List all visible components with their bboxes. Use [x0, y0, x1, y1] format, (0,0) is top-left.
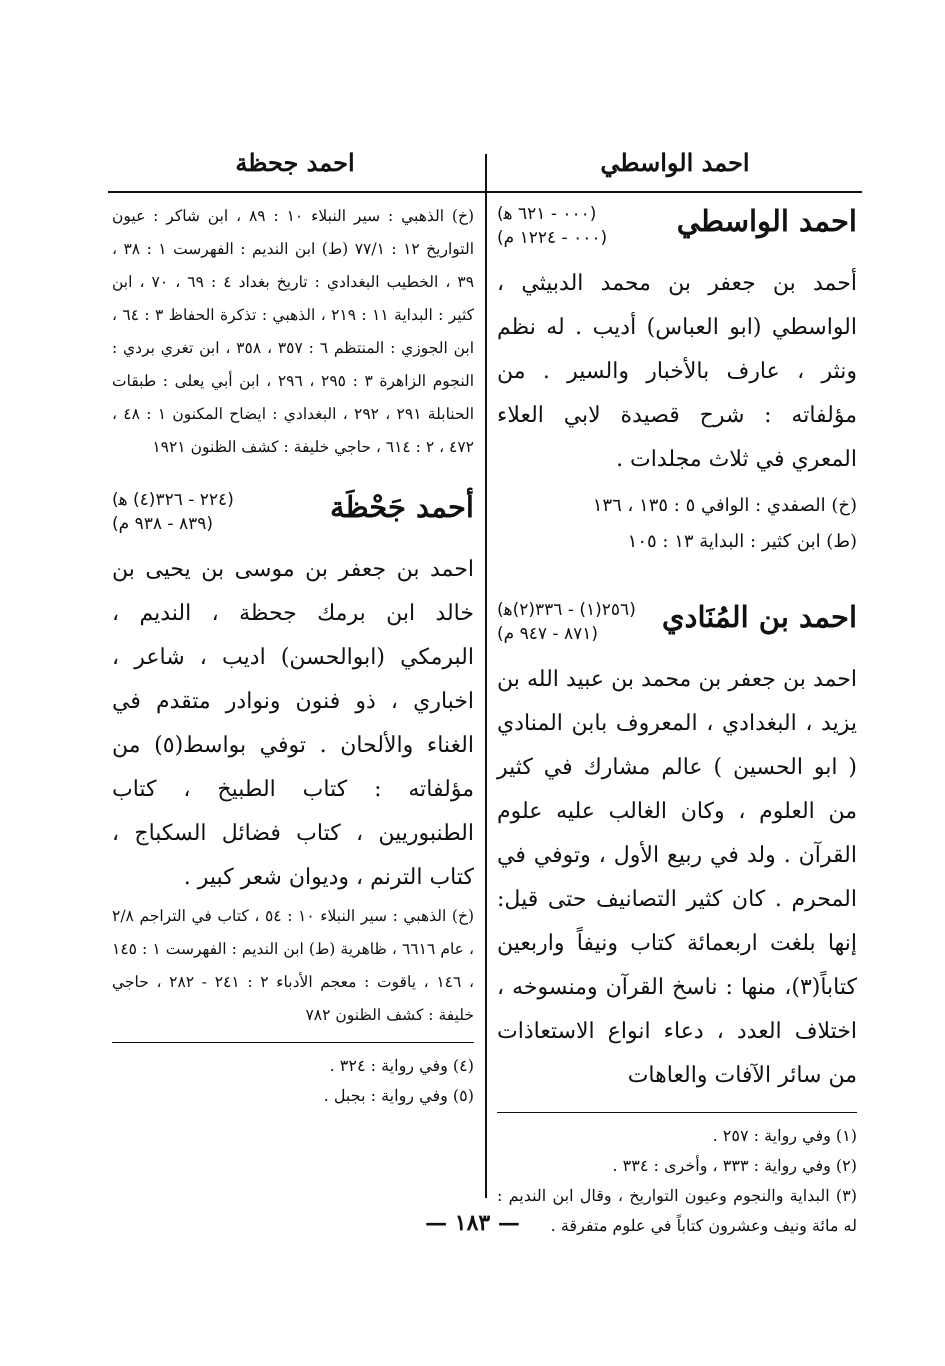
- entry-gap: [112, 464, 474, 486]
- dates-ad: (٨٧١ - ٩٤٧ م): [497, 624, 598, 644]
- dates-ad: (٨٣٩ - ٩٣٨ م): [112, 514, 213, 534]
- footnote-rule: [112, 1042, 474, 1043]
- entry-name: احمد الواسطي: [676, 204, 857, 238]
- entry-dates: [497, 202, 607, 250]
- source-line: (ط) ابن كثير : البداية ١٣ : ١٠٥: [627, 531, 857, 552]
- footnote-rule: [497, 1112, 857, 1113]
- column-divider: [485, 154, 487, 1198]
- entry-body: احمد بن جعفر بن موسى بن يحيى بن خالد ابن برمك جحظة ، النديم ، البرمكي (ابوالحسن) اديب ، شاعر ، اخباري ، ذو فنون ونوادر متقدم في الغناء والألحان . توفي بواسط(٥) من مؤلفاته : كتاب الطبيخ ، كتاب الطنبوريين ، كتاب فضائل السكباج ، كتاب الترنم ، وديوان شعر كبير .: [112, 557, 474, 890]
- entry-heading: [497, 200, 857, 258]
- entry-name: احمد بن المُنَادي: [661, 600, 857, 634]
- footnote: (١) وفي رواية : ٢٥٧ .: [712, 1126, 857, 1145]
- page-number: — ١٨٣ —: [425, 1210, 520, 1236]
- dates-ad: (٠٠٠ - ١٢٢٤ م): [497, 228, 608, 248]
- sources-block: (خ) الذهبي : سير النبلاء ١٠ : ٥٤ ، كتاب في التراجم ٢/٨ ، عام ٦٦١٦ ، ظاهرية (ط) ابن النديم : الفهرست ١ : ١٤٥ ، ١٤٦ ، ياقوت : معجم الأدباء ٢ : ٢٤١ - ٢٨٢ ، حاجي خليفة : كشف الظنون ٧٨٢: [112, 907, 475, 1024]
- footnote: (٣) البداية والنجوم وعيون التواريخ ، وقال ابن النديم : له مائة ونيف وعشرون كتاباً في علوم متفرقة .: [497, 1186, 857, 1235]
- running-header-right: احمد الواسطي: [600, 148, 750, 177]
- dates-hijri: (٢٢٤ - ٣٢٦(٤) ﻫ): [112, 490, 234, 510]
- source-line: (خ) الصفدي : الوافي ٥ : ١٣٥ ، ١٣٦: [592, 495, 857, 516]
- entry-name: أحمد جَحْظَة: [329, 490, 474, 524]
- footnote: (٤) وفي رواية : ٣٢٤ .: [329, 1056, 474, 1075]
- dates-hijri: (٠٠٠ - ٦٢١ ﻫ): [497, 204, 597, 224]
- right-column: [497, 200, 857, 1241]
- entry-body: أحمد بن جعفر بن محمد الدبيثي ، الواسطي (ابو العباس) أديب . له نظم ونثر ، عارف بالأخبار والسير . من مؤلفاته : شرح قصيدة لابي العلاء المعري في ثلاث مجلدات .: [497, 271, 857, 472]
- left-column: [112, 200, 474, 1111]
- running-header-left: احمد جحظة: [235, 148, 355, 177]
- entry-heading: [497, 596, 857, 654]
- entry-heading: [112, 486, 474, 544]
- footnote: (٥) وفي رواية : بجبل .: [323, 1086, 474, 1105]
- entry-gap: [497, 560, 857, 596]
- footnote: (٢) وفي رواية : ٣٣٣ ، وأخرى : ٣٣٤ .: [612, 1156, 857, 1175]
- entry-dates: [497, 598, 636, 646]
- entry-dates: [112, 488, 234, 536]
- sources-block: (خ) الذهبي : سير النبلاء ١٠ : ٨٩ ، ابن شاكر : عيون التواريخ ١٢ : ٧٧/١ (ط) ابن النديم : الفهرست ١ : ٣٨ ، ٣٩ ، الخطيب البغدادي : تاريخ بغداد ٤ : ٦٩ ، ٧٠ ، ابن كثير : البداية ١١ : ٢١٩ ، الذهبي : تذكرة الحفاظ ٣ : ٦٤ ، ابن الجوزي : المنتظم ٦ : ٣٥٧ ، ٣٥٨ ، ابن تغري بردي : النجوم الزاهرة ٣ : ٢٩٥ ، ٢٩٦ ، ابن أبي يعلى : طبقات الحنابلة ٢٩١ ، ٢٩٢ ، البغدادي : ايضاح المكنون ١ : ٤٨ ، ٤٧٢ ، ٢ : ٦١٤ ، حاجي خليفة : كشف الظنون ١٩٢١: [112, 207, 475, 456]
- entry-body: احمد بن جعفر بن محمد بن عبيد الله بن يزيد ، البغدادي ، المعروف بابن المنادي ( ابو الحسين ) عالم مشارك في كثير من العلوم ، وكان الغالب عليه علوم القرآن . ولد في ربيع الأول ، وتوفي في المحرم . كان كثير التصانيف حتى قيل: إنها بلغت اربعمائة كتاب ونيفاً واربعين كتاباً(٣)، منها : ناسخ القرآن ومنسوخه ، اختلاف العدد ، دعاء انواع الاستعاذات من سائر الآفات والعاهات: [497, 667, 857, 1088]
- dates-hijri: (٢٥٦(١) - ٣٣٦(٢)ﻫ): [497, 600, 636, 620]
